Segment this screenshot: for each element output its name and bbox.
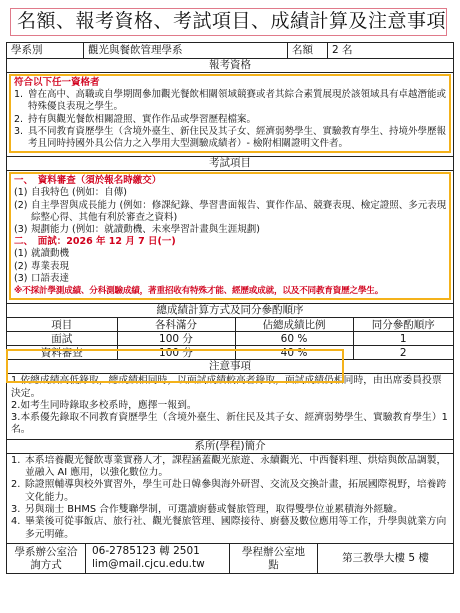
score-header: 各科滿分 (117, 318, 235, 332)
qualifications-box (9, 74, 451, 153)
location-label: 學程辦公室地點 (229, 544, 317, 573)
table-row (7, 346, 453, 360)
score-header: 項目 (7, 318, 117, 332)
exam-item: (3) 口語表達 (14, 272, 70, 284)
notes-section (7, 373, 453, 438)
dept-row (7, 43, 453, 58)
exam-section (7, 170, 453, 300)
score-header: 同分參酌順序 (353, 318, 453, 332)
intro-item: 3. 另與瑞士 BHMS 合作雙聯學制，可選讀廚藝或餐旅管理，取得雙學位並累積海外經驗。 (11, 503, 403, 515)
exam-box (9, 172, 451, 300)
score-cell: 40 % (235, 346, 353, 360)
score-table (7, 317, 453, 359)
quota-value: 2 名 (327, 43, 453, 58)
score-header: 佔總成績比例 (235, 318, 353, 332)
dept-value: 觀光與餐飲管理學系 (83, 43, 287, 58)
score-cell: 面試 (7, 332, 117, 346)
score-cell: 100 分 (117, 332, 235, 346)
qualification-item: 2. 持有與觀光餐飲相關證照、實作作品或學習歷程檔案。 (14, 113, 257, 125)
exam-item: (1) 就讀動機 (14, 248, 70, 260)
page-title: 名額、報考資格、考試項目、成績計算及注意事項 (10, 8, 447, 36)
score-section (7, 317, 453, 359)
intro-section (7, 453, 453, 543)
office-label: 學系辦公室洽詢方式 (14, 545, 78, 571)
intro-body (7, 454, 453, 543)
exam-title: 考試項目 (7, 156, 453, 170)
contact-row (7, 543, 453, 573)
qualification-item: 1. 曾在高中、高職或自學期間參加觀光餐飲相關領域競賽或者其綜合素質展現於該領域具有卓越潛能或特殊優良表現之學生。 (14, 89, 447, 113)
score-cell: 2 (353, 346, 453, 360)
exam-part2-heading: 二、 面試：2026 年 12 月 7 日(一) (14, 236, 176, 248)
intro-item: 2. 除證照輔導與校外實習外，學生可赴日韓參與海外研習、交流及交換計畫，拓展國際視野，培養跨文化能力。 (11, 479, 447, 503)
exam-item: (3) 規劃能力 (例如：就讀動機、未來學習計畫與生涯規劃) (14, 224, 260, 236)
qualifications-heading: 符合以下任一資格者 (14, 77, 100, 88)
score-cell: 1 (353, 332, 453, 346)
notes-body (7, 374, 453, 438)
table-row (7, 332, 453, 346)
contact-info (85, 544, 229, 573)
notes-title: 注意事項 (7, 359, 453, 373)
contact-phone: 06-2785123 轉 2501 (92, 544, 200, 557)
note-item: 2.如考生同時錄取多校系時，應擇一報到。 (11, 399, 197, 411)
admission-sheet (6, 42, 454, 574)
qualification-item: 3. 具不同教育資歷學生（含境外臺生、新住民及其子女、經濟弱勢學生、實驗教育學生、持境外學歷報考且同時持國外具公信力之入學用大型測驗成績者）- 檢附相關證明文件者。 (14, 125, 447, 150)
intro-item: 4. 畢業後可從事飯店、旅行社、觀光餐旅管理、國際接待、廚藝及數位應用等工作，升學與就業方向多元明確。 (11, 516, 447, 540)
exam-item: (1) 自我特色 (例如：自傳) (14, 187, 127, 199)
score-cell: 60 % (235, 332, 353, 346)
exam-item: (2) 專業表現 (14, 260, 70, 272)
note-item: 3.本系優先錄取不同教育資歷學生（含境外臺生、新住民及其子女、經濟弱勢學生、實驗教育學生）1 名。 (11, 412, 448, 436)
qualifications-title: 報考資格 (7, 58, 453, 72)
score-cell: 資料審查 (7, 346, 117, 360)
score-title: 總成績計算方式及同分參酌順序 (7, 303, 453, 317)
exam-part1-heading: 一、 資料審查（須於報名時繳交） (14, 175, 162, 187)
intro-title: 系所(學程)簡介 (7, 439, 453, 453)
quota-label: 名額 (287, 43, 327, 58)
intro-item: 1. 本系培養觀光餐飲專業實務人才，課程涵蓋觀光旅遊、永續觀光、中西餐料理、烘焙與飲品調製，並融入 AI 應用，以強化數位力。 (11, 454, 447, 479)
score-header-row (7, 318, 453, 332)
score-cell: 100 分 (117, 346, 235, 360)
qualifications-section (7, 72, 453, 153)
contact-email[interactable]: lim@mail.cjcu.edu.tw (92, 557, 205, 570)
exam-warning: ※不採計學測成績、分科測驗成績，著重招收有特殊才能、經歷或成就，以及不同教育資歷之學生。 (14, 286, 384, 297)
location-value: 第三教學大樓 5 樓 (317, 544, 453, 573)
note-item: 1.依總成績高低錄取，總成績相同時，以面試成績較高者錄取，面試成績仍相同時，由出席委員投票決定。 (11, 375, 442, 399)
exam-item: (2) 自主學習與成長能力 (例如：修課紀錄、學習書面報告、實作作品、競賽表現、檢定證照、多元表現綜整心得、其他有利於審查之資料) (14, 199, 447, 223)
dept-label: 學系別 (11, 44, 43, 56)
